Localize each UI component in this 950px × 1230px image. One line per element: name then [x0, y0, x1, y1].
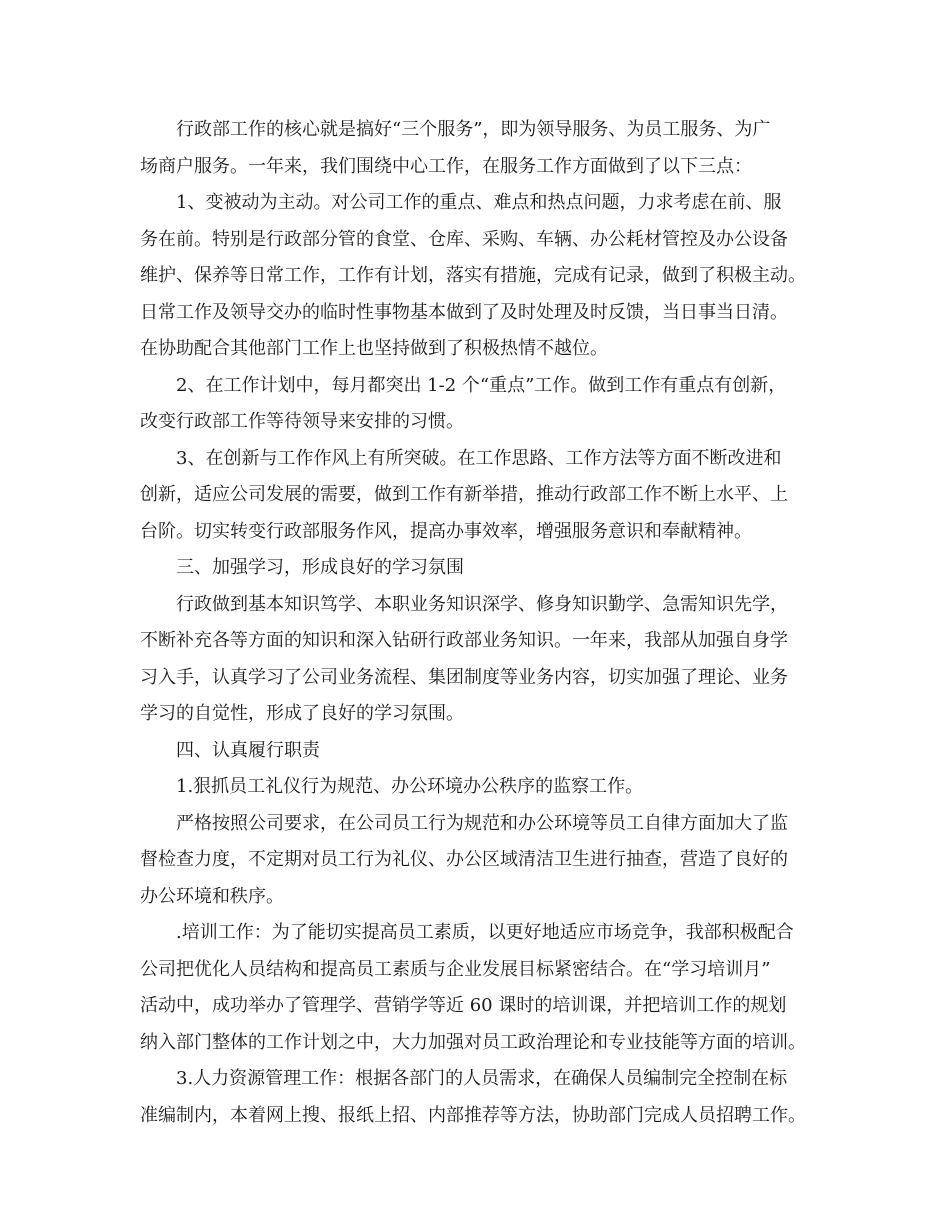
document-line: 严格按照公司要求，在公司员工行为规范和办公环境等员工自律方面加大了监 [176, 812, 788, 834]
document-line: 行政做到基本知识笃学、本职业务知识深学、修身知识勤学、急需知识先学， [176, 593, 788, 615]
document-line: 督检查力度，不定期对员工行为礼仪、办公区域清洁卫生进行抽查，营造了良好的 [140, 849, 788, 870]
document-line: 办公环境和秩序。 [140, 885, 284, 907]
document-line: 公司把优化人员结构和提高员工素质与企业发展目标紧密结合。在“学习培训月” [140, 958, 771, 980]
document-line: 台阶。切实转变行政部服务作风，提高办事效率，增强服务意识和奉献精神。 [140, 520, 752, 542]
document-line: 务在前。特别是行政部分管的食堂、仓库、采购、车辆、办公耗材管控及办公设备 [140, 228, 788, 250]
document-line: 不断补充各等方面的知识和深入钻研行政部业务知识。一年来，我部从加强自身学 [140, 630, 788, 651]
document-line: 2、在工作计划中，每月都突出 1-2 个“重点”工作。做到工作有重点有创新， [176, 374, 787, 396]
document-line: 在协助配合其他部门工作上也坚持做到了积极热情不越位。 [140, 338, 608, 359]
document-line: 1.狠抓员工礼仪行为规范、办公环境办公秩序的监察工作。 [176, 776, 644, 797]
document-line: 准编制内，本着网上搜、报纸上招、内部推荐等方法，协助部门完成人员招聘工作。 [140, 1104, 806, 1126]
document-line: 三、加强学习，形成良好的学习氛围 [176, 557, 464, 578]
document-line: 行政部工作的核心就是搞好“三个服务”，即为领导服务、为员工服务、为广 [176, 119, 771, 140]
document-line: 3、在创新与工作作风上有所突破。在工作思路、工作方法等方面不断改进和 [176, 447, 782, 469]
document-line: 3.人力资源管理工作：根据各部门的人员需求，在确保人员编制完全控制在标 [176, 1068, 788, 1089]
document-line: 改变行政部工作等待领导来安排的习惯。 [140, 411, 464, 432]
document-line: 习入手，认真学习了公司业务流程、集团制度等业务内容，切实加强了理论、业务 [140, 666, 788, 688]
document-body [140, 112, 840, 1134]
document-line: 维护、保养等日常工作，工作有计划，落实有措施，完成有记录，做到了积极主动。 [140, 265, 806, 286]
document-line: 1、变被动为主动。对公司工作的重点、难点和热点问题，力求考虑在前、服 [176, 192, 782, 213]
document-line: .培训工作：为了能切实提高员工素质，以更好地适应市场竞争，我部积极配合 [176, 922, 794, 943]
document-line: 学习的自觉性，形成了良好的学习氛围。 [140, 703, 464, 724]
document-line: 场商户服务。一年来，我们围绕中心工作，在服务工作方面做到了以下三点： [140, 155, 752, 177]
document-line: 日常工作及领导交办的临时性事物基本做到了及时处理及时反馈，当日事当日清。 [140, 301, 788, 323]
document-line: 四、认真履行职责 [176, 739, 320, 761]
document-line: 创新，适应公司发展的需要，做到工作有新举措，推动行政部工作不断上水平、上 [140, 484, 788, 505]
document-line: 纳入部门整体的工作计划之中，大力加强对员工政治理论和专业技能等方面的培训。 [140, 1031, 806, 1053]
document-line: 活动中，成功举办了管理学、营销学等近 60 课时的培训课，并把培训工作的规划 [140, 995, 787, 1016]
